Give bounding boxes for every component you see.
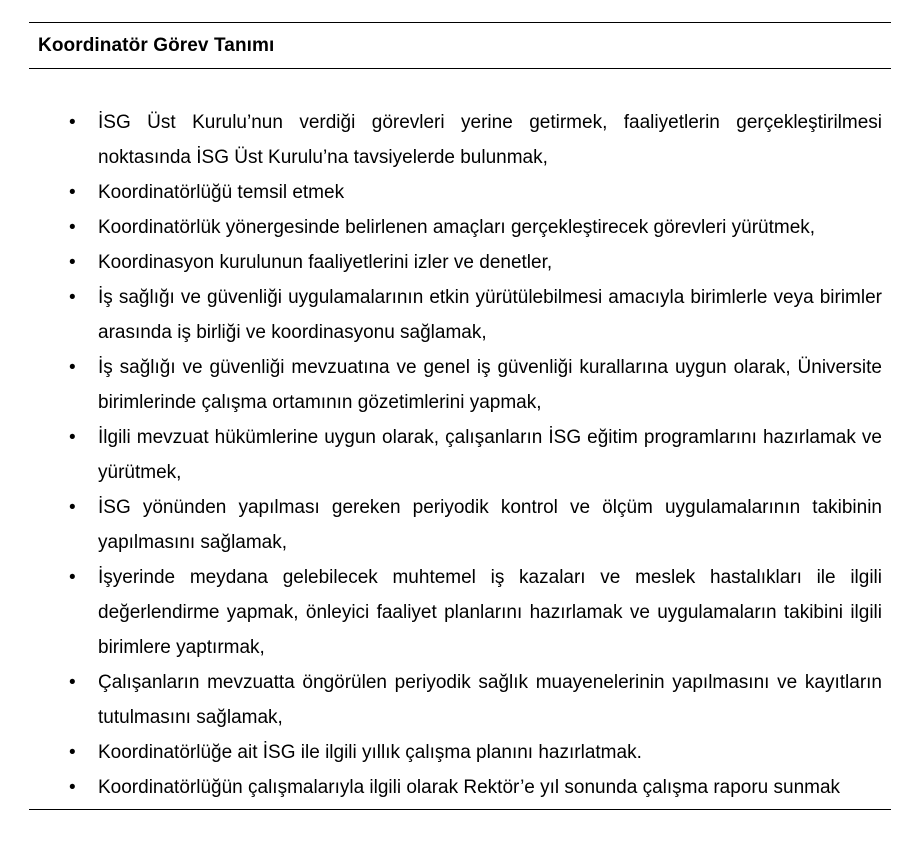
list-item-text: İş sağlığı ve güvenliği mevzuatına ve genel iş güvenliği kurallarına uygun olarak, Üniversite birimlerinde çalışma ortamının gözetimlerini yapmak, <box>98 357 882 413</box>
list-item <box>29 175 891 210</box>
list-item-text: İSG yönünden yapılması gereken periyodik kontrol ve ölçüm uygulamalarının takibinin yapılmasını sağlamak, <box>98 497 882 553</box>
list-item-text: Çalışanların mevzuatta öngörülen periyodik sağlık muayenelerinin yapılmasını ve kayıtların tutulmasını sağlamak, <box>98 672 882 728</box>
table-header <box>29 23 891 69</box>
list-item <box>29 245 891 280</box>
duty-list <box>29 105 891 805</box>
list-item <box>29 420 891 490</box>
bullet-icon: • <box>69 252 76 273</box>
list-item <box>29 105 891 175</box>
list-item-text: Koordinatörlüğe ait İSG ile ilgili yıllık çalışma planını hazırlatmak. <box>98 742 642 763</box>
list-item <box>29 490 891 560</box>
list-item-text: İşyerinde meydana gelebilecek muhtemel iş kazaları ve meslek hastalıkları ile ilgili değerlendirme yapmak, önleyici faaliyet planlarını hazırlamak ve uygulamaların takibini ilgili birimlere yaptırmak, <box>98 567 882 658</box>
bullet-icon: • <box>69 567 76 588</box>
list-item <box>29 665 891 735</box>
list-item-text: Koordinatörlüğü temsil etmek <box>98 182 345 203</box>
bullet-icon: • <box>69 217 76 238</box>
bullet-icon: • <box>69 357 76 378</box>
bullet-icon: • <box>69 777 76 798</box>
list-item-text: Koordinatörlük yönergesinde belirlenen amaçları gerçekleştirecek görevleri yürütmek, <box>98 217 816 238</box>
list-item <box>29 560 891 665</box>
list-item-text: Koordinasyon kurulunun faaliyetlerini izler ve denetler, <box>98 252 553 273</box>
bullet-icon: • <box>69 497 76 518</box>
list-item-text: Koordinatörlüğün çalışmalarıyla ilgili olarak Rektör’e yıl sonunda çalışma raporu sunmak <box>98 777 841 798</box>
bullet-icon: • <box>69 112 76 133</box>
list-item <box>29 210 891 245</box>
list-item-text: İSG Üst Kurulu’nun verdiği görevleri yerine getirmek, faaliyetlerin gerçekleştirilmesi noktasında İSG Üst Kurulu’na tavsiyelerde bulunmak, <box>98 112 882 168</box>
duty-table <box>29 22 891 810</box>
list-item-text: İş sağlığı ve güvenliği uygulamalarının etkin yürütülebilmesi amacıyla birimlerle veya birimler arasında iş birliği ve koordinasyonu sağlamak, <box>98 287 882 343</box>
bullet-icon: • <box>69 182 76 203</box>
section-title: Koordinatör Görev Tanımı <box>38 34 275 56</box>
list-item <box>29 735 891 770</box>
list-item-text: İlgili mevzuat hükümlerine uygun olarak, çalışanların İSG eğitim programlarını hazırlamak ve yürütmek, <box>98 427 882 483</box>
bullet-icon: • <box>69 427 76 448</box>
bullet-icon: • <box>69 742 76 763</box>
bullet-icon: • <box>69 672 76 693</box>
list-item <box>29 280 891 350</box>
list-item <box>29 770 891 805</box>
list-item <box>29 350 891 420</box>
bullet-icon: • <box>69 287 76 308</box>
